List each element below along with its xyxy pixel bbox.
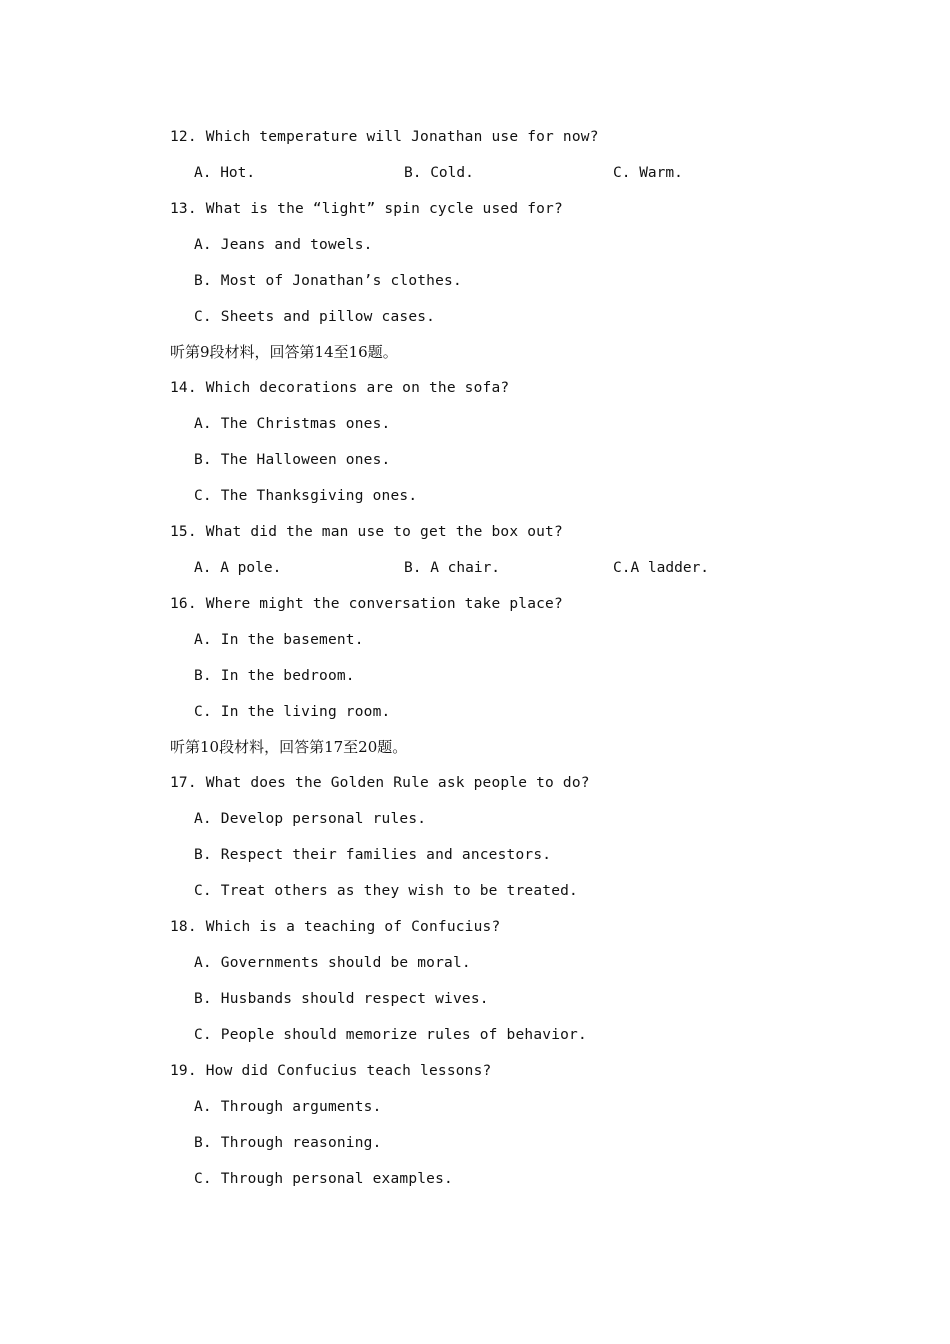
question-17-option-b: B. Respect their families and ancestors. [194,847,552,863]
question-17-option-a: A. Develop personal rules. [194,811,427,827]
question-13-option-a: A. Jeans and towels. [194,237,373,253]
question-17-option-c: C. Treat others as they wish to be treated. [194,883,578,899]
question-12-option-c: C. Warm. [613,165,683,181]
question-19-option-a: A. Through arguments. [194,1099,382,1115]
question-15-option-b: B. A chair. [404,560,501,576]
question-14-option-b: B. The Halloween ones. [194,452,391,468]
question-19-option-c: C. Through personal examples. [194,1171,453,1187]
question-17-stem: 17. What does the Golden Rule ask people to do? [170,775,590,791]
question-16-option-c: C. In the living room. [194,704,391,720]
question-18-option-b: B. Husbands should respect wives. [194,991,489,1007]
question-13-option-c: C. Sheets and pillow cases. [194,309,436,325]
question-16-option-b: B. In the bedroom. [194,668,355,684]
question-12-option-b: B. Cold. [404,165,474,181]
question-18-option-a: A. Governments should be moral. [194,955,471,971]
question-18-stem: 18. Which is a teaching of Confucius? [170,919,501,935]
question-16-stem: 16. Where might the conversation take place? [170,596,563,612]
question-15-options [194,557,794,579]
question-15-option-a: A. A pole. [194,560,282,576]
question-12-stem: 12. Which temperature will Jonathan use for now? [170,129,599,145]
question-15-option-c: C.A ladder. [613,560,710,576]
question-19-stem: 19. How did Confucius teach lessons? [170,1063,492,1079]
question-14-option-c: C. The Thanksgiving ones. [194,488,418,504]
question-14-stem: 14. Which decorations are on the sofa? [170,380,510,396]
question-12-option-a: A. Hot. [194,165,256,181]
question-19-option-b: B. Through reasoning. [194,1135,382,1151]
question-13-stem: 13. What is the “light” spin cycle used for? [170,201,563,217]
section-9-heading: 听第9段材料，回答第14至16题。 [170,343,398,361]
question-16-option-a: A. In the basement. [194,632,364,648]
question-18-option-c: C. People should memorize rules of behavior. [194,1027,587,1043]
question-15-stem: 15. What did the man use to get the box out? [170,524,563,540]
question-12-options [194,162,794,184]
question-14-option-a: A. The Christmas ones. [194,416,391,432]
section-10-heading: 听第10段材料，回答第17至20题。 [170,738,408,756]
question-13-option-b: B. Most of Jonathan’s clothes. [194,273,462,289]
